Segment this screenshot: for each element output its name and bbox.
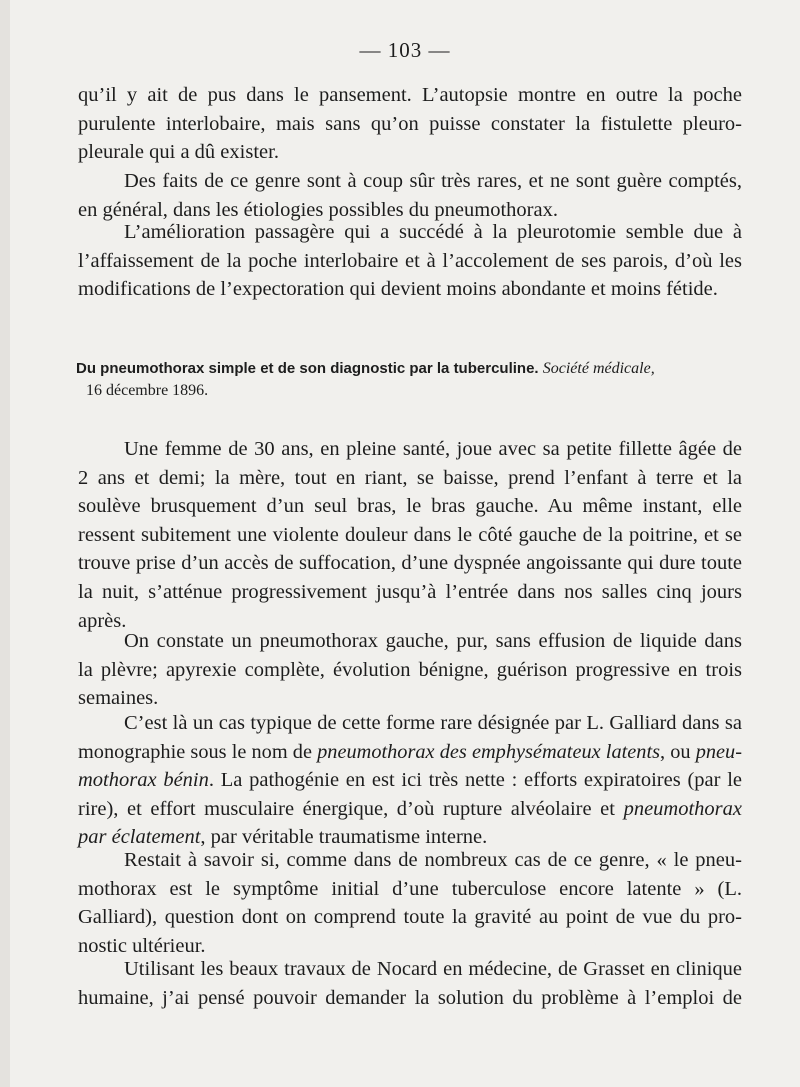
text-line: nostic ultérieur.	[78, 934, 206, 957]
text-line: monographie sous le nom de pneumothorax des emphysémateux latents, ou pneu-	[78, 740, 742, 763]
text-line: l’affaissement de la poche interlobaire et à l’accolement de ses parois, d’où les	[78, 249, 742, 272]
italic-term: mothorax bénin	[78, 769, 209, 792]
page-number: — 103 —	[359, 38, 451, 62]
text-line: Restait à savoir si, comme dans de nombreux cas de ce genre, « le pneu-	[124, 849, 742, 871]
paragraph-question	[78, 846, 742, 960]
text-line: C’est là un cas typique de cette forme rare désignée par L. Galliard dans sa	[124, 712, 742, 734]
text-line: qu’il y ait de pus dans le pansement. L’autopsie montre en outre la poche	[78, 84, 742, 106]
text-line: mothorax bénin. La pathogénie en est ici très nette : efforts expiratoires (par le	[78, 769, 742, 792]
text-line: soulève brusquement d’un seul bras, le bras gauche. Au même instant, elle	[78, 495, 742, 518]
intro-paragraph	[78, 81, 742, 167]
text-line: après.	[78, 609, 127, 632]
text-line: en général, dans les étiologies possibles du pneumothorax.	[78, 198, 558, 221]
text-line: ressent subitement une violente douleur dans le côté gauche de la poitrine, et se	[78, 523, 742, 546]
text-line: L’amélioration passagère qui a succédé à la pleurotomie semble due à	[124, 221, 742, 243]
text-line: pleurale qui a dû exister.	[78, 141, 279, 164]
section-heading	[76, 358, 746, 402]
text-line: Galliard), question dont on comprend toute la gravité au point de vue du pro-	[78, 906, 742, 929]
heading-title: Du pneumothorax simple et de son diagnostic par la tuberculine.	[76, 360, 539, 377]
text-line: rire), et effort musculaire énergique, d’où rupture alvéolaire et pneumothorax	[78, 797, 742, 820]
text-line: trouve prise d’un accès de suffocation, d’une dyspnée angoissante qui dure toute	[78, 552, 742, 575]
paragraph-rare-facts	[78, 167, 742, 224]
text-line: purulente interlobaire, mais sans qu’on puisse constater la fistulette pleuro-	[78, 112, 742, 135]
document-page	[10, 0, 800, 1087]
italic-term: par éclatement	[78, 826, 201, 849]
italic-term: pneumothorax des emphysémateux latents	[317, 740, 660, 763]
text-line: par éclatement, par véritable traumatisme interne.	[78, 826, 488, 849]
italic-term: pneumothorax	[623, 797, 742, 820]
text-line: Des faits de ce genre sont à coup sûr très rares, et ne sont guère comptés,	[124, 170, 742, 192]
heading-source: Société médicale,	[542, 360, 655, 377]
text-line: la plèvre; apyrexie complète, évolution bénigne, guérison progressive en trois	[78, 658, 742, 681]
paragraph-tuberculin	[78, 955, 742, 1012]
text-line: semaines.	[78, 687, 159, 710]
text-line: humaine, j’ai pensé pouvoir demander la solution du problème à l’emploi de	[78, 986, 742, 1009]
text-line: On constate un pneumothorax gauche, pur, sans effusion de liquide dans	[124, 630, 742, 652]
heading-date: 16 décembre 1896.	[86, 382, 209, 399]
paragraph-constat	[78, 627, 742, 713]
text-line: mothorax est le symptôme initial d’une tuberculose encore latente » (L.	[78, 877, 742, 900]
text-line: Une femme de 30 ans, en pleine santé, joue avec sa petite fillette âgée de	[124, 438, 742, 460]
text-line: 2 ans et demi; la mère, tout en riant, se baisse, prend l’enfant à terre et la	[78, 466, 742, 489]
italic-term: pneu-	[695, 740, 742, 763]
paragraph-amelioration	[78, 218, 742, 304]
text-line: modifications de l’expectoration qui devient moins abondante et moins fétide.	[78, 278, 718, 301]
paragraph-typical-case	[78, 709, 742, 852]
text-line: Utilisant les beaux travaux de Nocard en médecine, de Grasset en clinique	[124, 958, 742, 980]
paragraph-case-description	[78, 435, 742, 635]
text-line: la nuit, s’atténue progressivement jusqu’à l’entrée dans nos salles cinq jours	[78, 580, 742, 603]
